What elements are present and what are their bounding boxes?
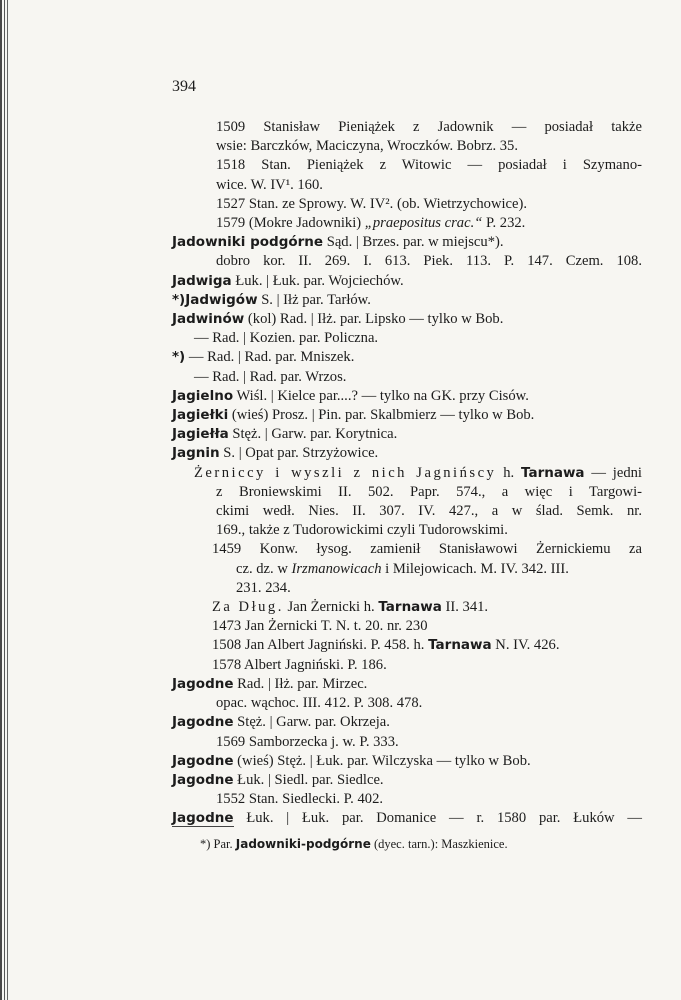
text-line — [172, 502, 642, 521]
entry-headword: Jagiełła — [172, 426, 229, 443]
text-span: (kol) Rad. | Iłż. par. Lipsko — tylko w Bob. — [244, 311, 504, 328]
binding-edge — [0, 0, 14, 1000]
text-span: Irzmanowicach — [291, 560, 382, 577]
text-span: S. | Iłż par. Tarłów. — [257, 291, 371, 308]
text-span: „praepositus crac.“ — [364, 215, 483, 232]
text-span: P. 232. — [482, 215, 526, 232]
text-line — [172, 521, 642, 540]
text-line — [172, 483, 642, 502]
text-span: — Rad. | Kozien. par. Policzna. — [194, 330, 379, 347]
text-line — [172, 348, 642, 367]
entry-headword: *)Jadwigów — [172, 291, 258, 308]
text-span: Stęż. | Garw. par. Okrzeja. — [233, 714, 390, 731]
text-span: 1518 Stan. Pieniążek z Witowic — posiadał i Szymano- — [216, 157, 642, 174]
text-line — [172, 368, 642, 387]
text-span: wice. W. IV¹. 160. — [216, 176, 323, 193]
text-line — [172, 733, 642, 752]
text-span: S. | Opat par. Strzyżowice. — [219, 445, 379, 462]
text-line — [172, 425, 642, 444]
text-line — [172, 809, 642, 828]
text-span: cz. dz. w — [236, 560, 292, 577]
footnote-rule — [172, 826, 234, 827]
entry-headword: *) — [172, 349, 186, 366]
text-span: Łuk. | Łuk. par. Wojciechów. — [231, 272, 404, 289]
text-span: 1578 Albert Jagniński. P. 186. — [212, 656, 387, 673]
entry-headword: Jagodne — [172, 752, 234, 769]
entry-headword: Jagodne — [172, 810, 234, 827]
text-body — [172, 118, 642, 829]
text-span: N. IV. 426. — [491, 637, 560, 654]
text-span: 231. 234. — [236, 579, 291, 596]
entry-headword: Jagnin — [172, 445, 220, 462]
text-span: Łuk. | Łuk. par. Domanice — r. 1580 par. Łuków — — [233, 810, 642, 827]
text-line — [172, 272, 642, 291]
text-line — [172, 560, 642, 579]
text-span: Rad. | Iłż. par. Mirzec. — [233, 675, 368, 692]
text-span: wsie: Barczków, Maciczyna, Wroczków. Bobrz. 35. — [216, 138, 518, 155]
text-line — [172, 656, 642, 675]
text-line — [172, 598, 642, 617]
text-line — [172, 579, 642, 598]
entry-headword: Jadwiga — [172, 272, 232, 289]
text-line — [172, 176, 642, 195]
text-span: h. — [496, 464, 521, 481]
text-span: (wieś) Stęż. | Łuk. par. Wilczyska — tylko w Bob. — [233, 752, 531, 769]
entry-headword: Tarnawa — [428, 637, 492, 654]
text-span: Za Dług. — [212, 599, 284, 616]
text-span: — Rad. | Rad. par. Mniszek. — [185, 349, 355, 366]
entry-headword: Tarnawa — [520, 464, 585, 481]
text-line — [172, 464, 642, 483]
text-line — [172, 675, 642, 694]
text-span: Łuk. | Siedl. par. Siedlce. — [233, 771, 384, 788]
text-span: — Rad. | Rad. par. Wrzos. — [194, 368, 347, 385]
footnote — [200, 837, 508, 852]
entry-headword: Jagielno — [172, 387, 234, 404]
entry-headword: Jadowniki podgórne — [172, 234, 324, 251]
text-span: — jedni — [584, 464, 642, 481]
text-line — [172, 790, 642, 809]
entry-headword: Jagiełki — [172, 407, 229, 424]
footnote-rest: (dyec. tarn.): Maszkienice. — [373, 837, 508, 851]
text-line — [172, 636, 642, 655]
entry-headword: Jagodne — [172, 675, 234, 692]
text-line — [172, 118, 642, 137]
text-line — [172, 387, 642, 406]
text-span: dobro kor. II. 269. I. 613. Piek. 113. P. 147. Czem. 108. — [216, 253, 642, 270]
entry-headword: Jagodne — [172, 714, 234, 731]
text-span: 1527 Stan. ze Sprowy. W. IV². (ob. Wietrzychowice). — [216, 195, 527, 212]
text-span: 1459 Konw. łysog. zamienił Stanisławowi Żernickiemu za — [212, 541, 642, 558]
text-span: opac. wąchoc. III. 412. P. 308. 478. — [216, 695, 423, 712]
text-span: Sąd. | Brzes. par. w miejscu*). — [323, 234, 504, 251]
text-span: 169., także z Tudorowickimi czyli Tudorowskimi. — [216, 522, 508, 539]
text-line — [172, 752, 642, 771]
text-line — [172, 540, 642, 559]
text-line — [172, 233, 642, 252]
text-line — [172, 291, 642, 310]
text-line — [172, 406, 642, 425]
text-line — [172, 310, 642, 329]
text-line — [172, 713, 642, 732]
text-span: 1509 Stanisław Pieniążek z Jadownik — posiadał także — [216, 119, 642, 135]
text-span: Jan Żernicki h. — [283, 599, 379, 616]
text-span: 1569 Samborzecka j. w. P. 333. — [216, 733, 399, 750]
text-line — [172, 195, 642, 214]
text-span: z Broniewskimi II. 502. Papr. 574., a więc i Targowi- — [216, 483, 642, 500]
text-line — [172, 252, 642, 271]
text-span: Wiśl. | Kielce par....? — tylko na GK. przy Cisów. — [233, 387, 529, 404]
footnote-name: Jadowniki-podgórne — [235, 837, 371, 851]
text-span: 1579 (Mokre Jadowniki) — [216, 215, 365, 232]
text-line — [172, 444, 642, 463]
text-line — [172, 137, 642, 156]
footnote-mark: *) Par. — [200, 837, 233, 851]
text-line — [172, 156, 642, 175]
text-span: (wieś) Prosz. | Pin. par. Skalbmierz — tylko w Bob. — [228, 407, 535, 424]
text-line — [172, 617, 642, 636]
text-line — [172, 771, 642, 790]
text-span: 1552 Stan. Siedlecki. P. 402. — [216, 791, 384, 808]
entry-headword: Tarnawa — [378, 599, 442, 616]
text-span: Żerniccy i wyszli z nich Jagnińscy — [194, 464, 497, 481]
entry-headword: Jagodne — [172, 771, 234, 788]
page-number: 394 — [172, 78, 196, 95]
text-span: 1473 Jan Żernicki T. N. t. 20. nr. 230 — [212, 618, 428, 635]
text-line — [172, 694, 642, 713]
text-line — [172, 214, 642, 233]
text-line — [172, 329, 642, 348]
entry-headword: Jadwinów — [172, 311, 245, 328]
text-span: II. 341. — [441, 599, 489, 616]
text-span: Stęż. | Garw. par. Korytnica. — [228, 426, 398, 443]
text-span: i Milejowicach. M. IV. 342. III. — [381, 560, 569, 577]
text-span: ckimi wedł. Nies. II. 307. IV. 427., a w ślad. Semk. nr. — [216, 503, 642, 520]
text-span: 1508 Jan Albert Jagniński. P. 458. h. — [212, 637, 429, 654]
